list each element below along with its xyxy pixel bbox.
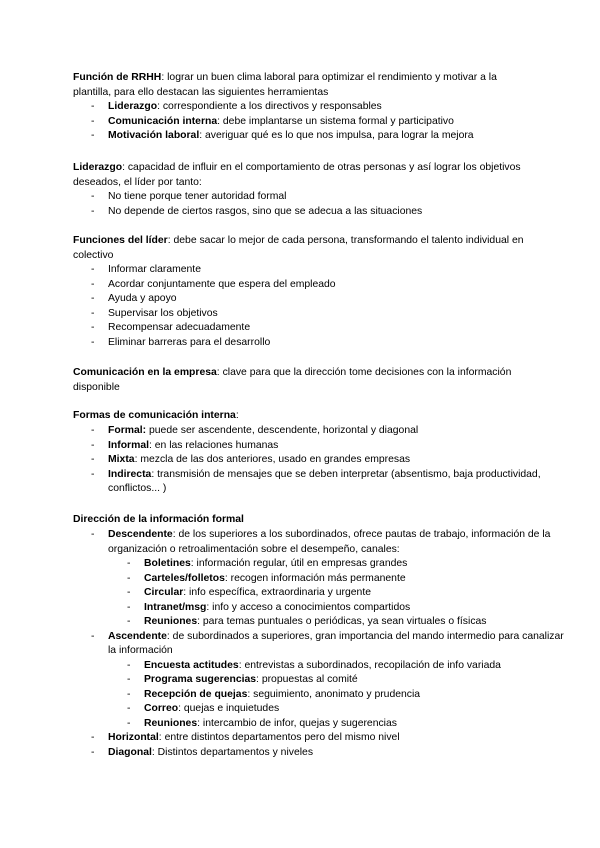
list-item: - Correo: quejas e inquietudes <box>144 702 568 717</box>
diagonal-item: - Diagonal: Distintos departamentos y niveles <box>108 746 568 761</box>
list-item: - Informal: en las relaciones humanas <box>108 439 568 454</box>
liderazgo-heading: Liderazgo <box>73 162 123 173</box>
funciones-paragraph: Funciones del líder: debe sacar lo mejor de cada persona, transformando el talento individual en colectivo <box>73 235 524 261</box>
list-item: - No tiene porque tener autoridad formal <box>108 190 568 205</box>
descendente-item: - Descendente: de los superiores a los subordinados, ofrece pautas de trabajo, información de la organización o retroalimentación sobre el desempeño, canales: - Boletines: información regular, útil en empresas grandes - Carteles/folletos: recogen información más permanente - Circular: info específica, extraordinaria y urgente - Intranet/msg: info y acceso a conocimientos compartidos - Reuniones: para temas puntuales o periódicas, ya sean virtuales o físicas <box>108 528 568 630</box>
funciones-heading: Funciones del líder <box>73 235 168 246</box>
list-item: - Indirecta: transmisión de mensajes que se deben interpretar (absentismo, baja productividad, conflictos... ) <box>108 468 568 497</box>
list-item: - Acordar conjuntamente que espera del empleado <box>108 278 568 293</box>
list-item: - Carteles/folletos: recogen información más permanente <box>144 572 568 587</box>
list-item: - Encuesta actitudes: entrevistas a subordinados, recopilación de info variada <box>144 659 568 674</box>
formas-heading: Formas de comunicación interna <box>73 410 236 421</box>
list-item: - Liderazgo: correspondiente a los directivos y responsables <box>108 100 568 115</box>
comunicacion-paragraph: Comunicación en la empresa: clave para que la dirección tome decisiones con la información disponible <box>73 367 512 393</box>
list-item: - Programa sugerencias: propuestas al comité <box>144 673 568 688</box>
direccion-list <box>108 528 568 760</box>
rrhh-heading: Función de RRHH <box>73 72 162 83</box>
rrhh-tools-list <box>108 100 568 144</box>
list-item: - Formal: puede ser ascendente, descendente, horizontal y diagonal <box>108 424 568 439</box>
liderazgo-list <box>108 190 568 219</box>
list-item: - Boletines: información regular, útil en empresas grandes <box>144 557 568 572</box>
list-item: - Reuniones: intercambio de infor, quejas y sugerencias <box>144 717 568 732</box>
list-item: - Supervisar los objetivos <box>108 307 568 322</box>
list-item: - Motivación laboral: averiguar qué es lo que nos impulsa, para lograr la mejora <box>108 129 568 144</box>
list-item: - Recompensar adecuadamente <box>108 321 568 336</box>
liderazgo-paragraph: Liderazgo: capacidad de influir en el comportamiento de otras personas y así lograr los objetivos deseados, el líder por tanto: <box>73 162 521 188</box>
direccion-heading: Dirección de la información formal <box>73 514 244 525</box>
list-item: - Circular: info específica, extraordinaria y urgente <box>144 586 568 601</box>
list-item: - Recepción de quejas: seguimiento, anonimato y prudencia <box>144 688 568 703</box>
ascendente-item: - Ascendente: de subordinados a superiores, gran importancia del mando intermedio para canalizar la información - Encuesta actitudes: entrevistas a subordinados, recopilación de info variada - Programa sugerencias: propuestas al comité - Recepción de quejas: seguimiento, anonimato y prudencia - Correo: quejas e inquietudes - Reuniones: intercambio de infor, quejas y sugerencias <box>108 630 568 732</box>
list-item: - Reuniones: para temas puntuales o periódicas, ya sean virtuales o físicas <box>144 615 568 630</box>
list-item: - Informar claramente <box>108 263 568 278</box>
rrhh-text: : lograr un buen clima laboral para optimizar el rendimiento y motivar a la plantilla, para ello destacan las siguientes herramientas <box>73 72 497 98</box>
direccion-paragraph <box>73 513 533 528</box>
funciones-list <box>108 263 568 350</box>
list-item: - Eliminar barreras para el desarrollo <box>108 336 568 351</box>
ascendente-channels-list <box>108 659 568 732</box>
list-item: - Ayuda y apoyo <box>108 292 568 307</box>
formas-list <box>108 424 568 497</box>
list-item: - Mixta: mezcla de las dos anteriores, usado en grandes empresas <box>108 453 568 468</box>
rrhh-paragraph <box>73 71 533 100</box>
horizontal-item: - Horizontal: entre distintos departamentos pero del mismo nivel <box>108 731 568 746</box>
list-item: - Comunicación interna: debe implantarse un sistema formal y participativo <box>108 115 568 130</box>
formas-paragraph: Formas de comunicación interna: <box>73 410 239 421</box>
list-item: - No depende de ciertos rasgos, sino que se adecua a las situaciones <box>108 205 568 220</box>
descendente-channels-list <box>108 557 568 630</box>
comunicacion-heading: Comunicación en la empresa <box>73 367 217 378</box>
list-item: - Intranet/msg: info y acceso a conocimientos compartidos <box>144 601 568 616</box>
